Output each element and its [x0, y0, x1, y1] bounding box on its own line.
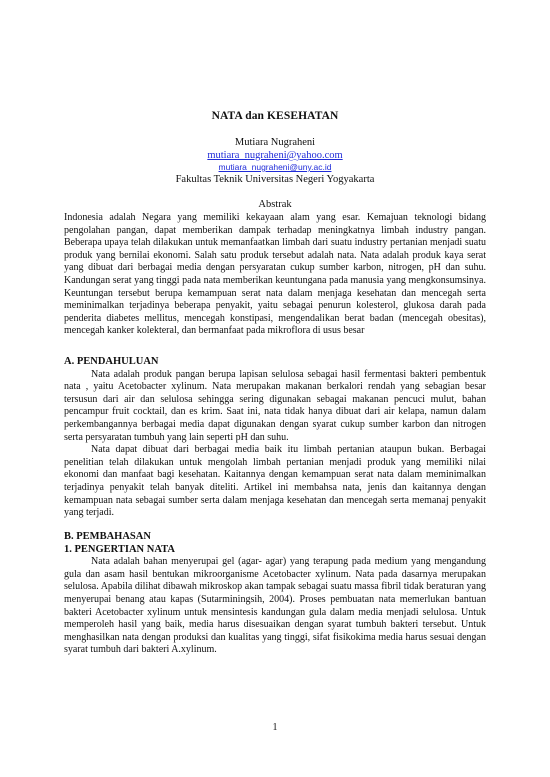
- section-heading-b: B. PEMBAHASAN: [64, 531, 151, 542]
- paragraph: Nata dapat dibuat dari berbagai media baik itu limbah pertanian ataupun bukan. Berbagai penelitian telah dilakukan untuk mengolah limbah pertanian menjadi produk yang memiliki nilai ekonomi dan manfaat bagi kesehatan. Kaitannya dengan kemampuan serat nata dalam meminimalkan terjadinya penyakit telah banyak diteliti. Artikel ini membahsa nata, jenis dan kaitannya dengan kemampuan nata sebagai sumber serta dalam menjaga kesehatan dan mencegah serta memanaj penyakit yang terjadi.: [64, 444, 486, 519]
- abstract-paragraph: Indonesia adalah Negara yang memiliki kekayaan alam yang esar. Kemajuan teknologi bidang pengolahan pangan, dapat memberikan dampak terhadap meningkatnya limbah industry pangan. Beberapa upaya telah dilakukan untuk memanfaatkan limbah dari suatu industry pertanian menjadi suatu produk yang bernilai ekonomi. Salah satu produk tersebut adalah nata. Nata adalah produk kaya serat yang dibuat dari berbagai media dengan persyaratan cukup sumber karbon, nitrogen, pH dan suhu. Kandungan serat yang tinggi pada nata memberikan keuntungana pada manusia yang mengkonsumsinya. Keuntungan tersebut berupa kemampuan serat nata dalam menjaga kesehatan dan mencegah serta meminimalkan terjadinya beberapa penyakit, yaitu sebagai penurun kolesterol, glukosa darah pada penderita diabetes mellitus, mencegah konstipasi, mengendalikan berat badan (mencegah obesitas), mencegah kanker kolekteral, dan bermanfaat pada mikroflora di usus besar: [64, 212, 486, 337]
- email-link-yahoo[interactable]: mutiara_nugraheni@yahoo.com: [207, 150, 343, 161]
- abstract-body: [64, 212, 486, 338]
- paragraph: Nata adalah bahan menyerupai gel (agar- agar) yang terapung pada medium yang mengandung gula dan asam hasil bentukan mikroorganisme Acetobacter xylinum. Nata pada dasarnya merupakan selulosa. Apabila dilihat dibawah mikroskop akan tampak sebagai suatu massa fibril tidak beraturan yang menyerupai benang atau kapas (Sutarminingsih, 2004). Proses pembuatan nata memerlukan bantuan bakteri Acetobacter xylinum untuk mensintesis kandungan gula dalam media menjadi selulosa. Untuk memperoleh hasil yang baik, media harus disesuaikan dengan syarat tumbuh bakteri tersebut. Untuk menghasilkan nata dengan produksi dan kualitas yang tinggi, sifat fisikokima media harus sesuai dengan syarat tumbuh dari bakteri A.xylinum.: [64, 556, 486, 656]
- section-heading-a: A. PENDAHULUAN: [64, 356, 159, 367]
- affiliation: Fakultas Teknik Universitas Negeri Yogyakarta: [175, 174, 375, 185]
- author-block: [0, 136, 550, 187]
- section-pembahasan: [64, 531, 486, 657]
- email-link-uny[interactable]: mutiara_nugraheni@uny.ac.id: [218, 162, 332, 172]
- subsection-heading: 1. PENGERTIAN NATA: [64, 543, 175, 555]
- abstract-heading: Abstrak: [258, 199, 292, 210]
- page-number: 1: [272, 722, 278, 733]
- page-title: NATA dan KESEHATAN: [211, 110, 339, 122]
- paragraph: Nata adalah produk pangan berupa lapisan selulosa sebagai hasil fermentasi bakteri pembentuk nata , yaitu Acetobacter xylinum. Nata merupakan makanan berkalori rendah yang sebagian besar tersusun dari air dan selulosa sehingga sering digunakan sebagai makanan pencuci mulut, bahan pencampur fruit cocktail, dan es krim. Saat ini, nata tidak hanya dibuat dari air kelapa, namun dalam perkembangannya berbagai media dapat digunakan dengan syarat cukup sumber karbon dan nitrogen serta persyaratan tumbuh yang lain seperti pH dan suhu.: [64, 368, 486, 443]
- author-name: Mutiara Nugraheni: [234, 137, 316, 148]
- section-pendahuluan: [64, 356, 486, 520]
